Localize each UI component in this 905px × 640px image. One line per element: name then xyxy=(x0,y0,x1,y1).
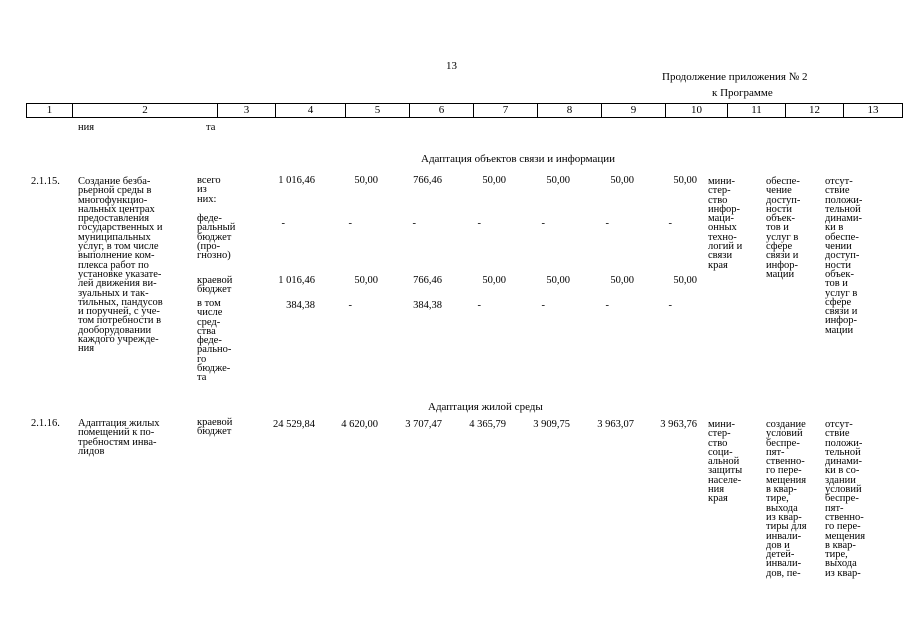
value-total-col5: 50,00 xyxy=(354,175,378,186)
header-col-7: 7 xyxy=(474,104,538,118)
row-expected-result: обеспе- чение доступ- ности объек- тов и услуг в сфере связи и инфор- мации xyxy=(766,176,801,280)
page-number: 13 xyxy=(446,60,457,72)
header-col-4: 4 xyxy=(276,104,346,118)
value-federal-col10: - xyxy=(668,218,672,229)
value-regional-col7: 50,00 xyxy=(482,275,506,286)
header-col-9: 9 xyxy=(602,104,666,118)
value-regional-col5: 50,00 xyxy=(354,275,378,286)
value-regional-col6: 766,46 xyxy=(413,275,442,286)
value-total-col6: 766,46 xyxy=(413,175,442,186)
header-col-13: 13 xyxy=(844,104,903,118)
value-federal-col7: - xyxy=(477,218,481,229)
row-id: 2.1.15. xyxy=(31,176,60,187)
value-incl-federal-col7: - xyxy=(477,300,481,311)
value-federal-col8: - xyxy=(541,218,545,229)
value-regional-col9: 3 963,07 xyxy=(597,419,634,430)
value-incl-federal-col4: 384,38 xyxy=(286,300,315,311)
header-col-8: 8 xyxy=(538,104,602,118)
value-incl-federal-col6: 384,38 xyxy=(413,300,442,311)
value-regional-col8: 3 909,75 xyxy=(533,419,570,430)
appendix-program-ref: к Программе xyxy=(712,87,773,99)
header-row xyxy=(27,104,903,118)
row-executor: мини- стер- ство инфор- маци- онных техно- логий и связи края xyxy=(708,176,743,271)
value-regional-col9: 50,00 xyxy=(610,275,634,286)
value-federal-col6: - xyxy=(412,218,416,229)
source-label-incl-federal: в том числе сред- ства феде- рально- го бюдже- та xyxy=(197,298,232,384)
value-incl-federal-col10: - xyxy=(668,300,672,311)
source-label-federal: феде- ральный бюджет (про- гнозно) xyxy=(197,213,236,262)
row-name: Создание безба- рьерной среды в многофункцио- нальных центрах предоставления государственных и муниципальных услуг, в том числе выполнение ком- плекса работ по установке указате- лей движения ви- зуальных и так- тильных, пандусов и поручней, с уче- том потребности в дооборудовании каждого учрежде- ния xyxy=(78,176,163,355)
value-total-col8: 50,00 xyxy=(546,175,570,186)
value-regional-col8: 50,00 xyxy=(546,275,570,286)
row-executor: мини- стер- ство соци- альной защиты населе- ния края xyxy=(708,419,743,505)
header-col-12: 12 xyxy=(786,104,844,118)
value-regional-col6: 3 707,47 xyxy=(405,419,442,430)
source-label-total: всего из них: xyxy=(197,175,221,205)
header-col-6: 6 xyxy=(410,104,474,118)
row-name: Адаптация жилых помещений к по- требностям инва- лидов xyxy=(78,418,160,457)
carryover-col3: та xyxy=(206,122,216,133)
value-incl-federal-col8: - xyxy=(541,300,545,311)
header-col-3: 3 xyxy=(218,104,276,118)
row-expected-result: создание условий беспре- пят- ственно- го пере- мещения в квар- тире, выхода из квар- тиры для инвали- дов и детей- инвали- дов, пе- xyxy=(766,419,807,579)
value-federal-col9: - xyxy=(605,218,609,229)
row-id: 2.1.16. xyxy=(31,418,60,429)
header-col-1: 1 xyxy=(27,104,73,118)
row-risk-indicator: отсут- ствие положи- тельной динами- ки в обеспе- чении доступ- ности объек- тов и услуг в сфере связи и инфор- мации xyxy=(825,176,863,336)
value-total-col4: 1 016,46 xyxy=(278,175,315,186)
section-title-communications: Адаптация объектов связи и информации xyxy=(421,153,616,165)
header-col-5: 5 xyxy=(346,104,410,118)
row-risk-indicator: отсут- ствие положи- тельной динами- ки в со- здании условий беспре- пят- ственно- го пере- мещения в квар- тире, выхода из квар- xyxy=(825,419,866,579)
column-number-header xyxy=(26,103,903,118)
value-regional-col4: 1 016,46 xyxy=(278,275,315,286)
value-total-col7: 50,00 xyxy=(482,175,506,186)
value-incl-federal-col9: - xyxy=(605,300,609,311)
source-label-regional: краевой бюджет xyxy=(197,275,233,296)
header-col-2: 2 xyxy=(73,104,218,118)
value-regional-col5: 4 620,00 xyxy=(341,419,378,430)
header-col-10: 10 xyxy=(666,104,728,118)
source-label-regional: краевой бюджет xyxy=(197,417,233,438)
header-col-11: 11 xyxy=(728,104,786,118)
appendix-continuation: Продолжение приложения № 2 xyxy=(662,71,808,83)
value-regional-col7: 4 365,79 xyxy=(469,419,506,430)
value-total-col9: 50,00 xyxy=(610,175,634,186)
carryover-col2: ния xyxy=(78,122,95,133)
value-federal-col4: - xyxy=(281,218,285,229)
value-regional-col10: 3 963,76 xyxy=(660,419,697,430)
section-title-housing: Адаптация жилой среды xyxy=(428,401,543,413)
value-total-col10: 50,00 xyxy=(673,175,697,186)
value-regional-col4: 24 529,84 xyxy=(273,419,315,430)
value-regional-col10: 50,00 xyxy=(673,275,697,286)
value-federal-col5: - xyxy=(348,218,352,229)
value-incl-federal-col5: - xyxy=(348,300,352,311)
